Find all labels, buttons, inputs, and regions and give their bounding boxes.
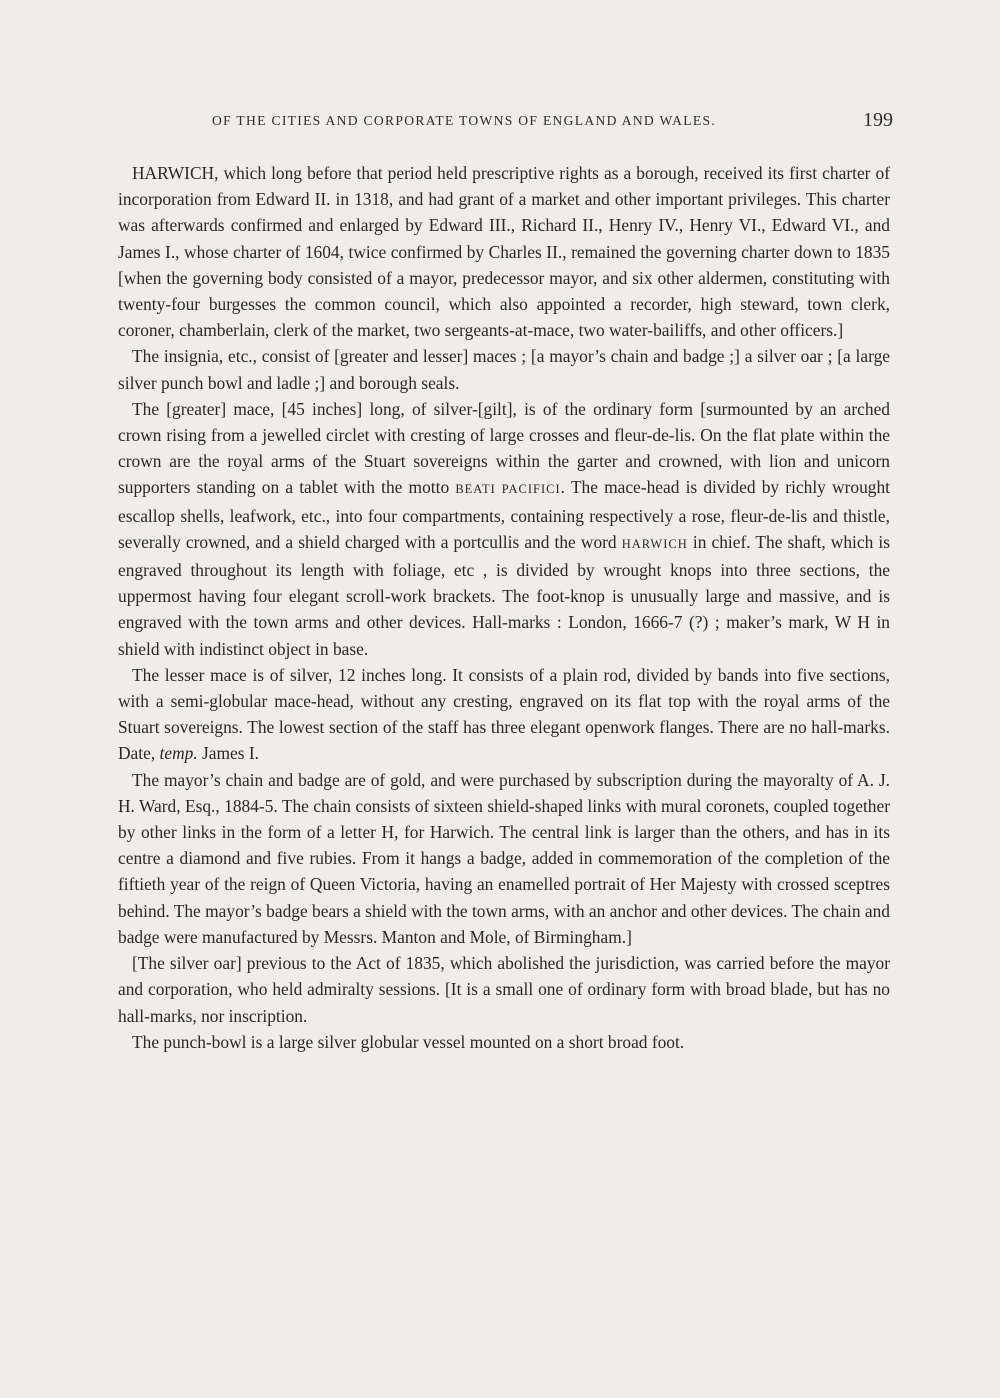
paragraph-insignia: The insignia, etc., consist of [greater and lesser] maces ; [a mayor’s chain and badge ;] a silver oar ; [a large silver punch bowl and ladle ;] and borough seals. bbox=[118, 346, 890, 393]
lesser-mace-text-b: James I. bbox=[197, 743, 260, 764]
greater-mace-text-a: The [greater] mace, [45 inches] long, of silver-[gilt], is of the ordinary form [surmounted by an arched crown rising from a jewelled circlet with cresting of large crosses and fleur-de-lis. On the flat plate within the crown are the royal arms of the Stuart sovereigns within the garter and crowned, with lion and unicorn supporters standing on a tablet with the motto bbox=[118, 398, 890, 498]
paragraph-silver-oar: [The silver oar] previous to the Act of 1835, which abolished the jurisdiction, was carried before the mayor and corporation, who held admiralty sessions. [It is a small one of ordinary form with broad blade, but has no hall-marks, nor inscription. bbox=[118, 953, 890, 1026]
paragraph-harwich-charter: HARWICH, which long before that period held prescriptive rights as a borough, received its first charter of incorporation from Edward II. in 1318, and had grant of a market and other important privileges. This charter was afterwards confirmed and enlarged by Edward III., Richard II., Henry IV., Henry VI., Edward VI., and James I., whose charter of 1604, twice confirmed by Charles II., remained the governing charter down to 1835 [when the governing body consisted of a mayor, predecessor mayor, and six other aldermen, constituting with twenty-four burgesses the common council, which also appointed a recorder, high steward, town clerk, coroner, chamberlain, clerk of the market, two sergeants-at-mace, two water-bailiffs, and other officers.] bbox=[118, 163, 890, 341]
paragraph-greater-mace bbox=[118, 396, 890, 662]
running-head bbox=[118, 109, 893, 135]
lesser-mace-text-a: The lesser mace is of silver, 12 inches long. It consists of a plain rod, divided by bands into five sections, with a semi-globular mace-head, without any cresting, engraved on its flat top with the royal arms of the Stuart sovereigns. The lowest section of the staff has three elegant openwork flanges. There are no hall-marks. Date, bbox=[118, 664, 890, 764]
paragraph-lesser-mace bbox=[118, 662, 890, 767]
italic-temp: temp. bbox=[159, 743, 198, 764]
body-text bbox=[118, 160, 890, 1055]
motto-beati-pacifici: BEATI PACIFICI bbox=[455, 482, 561, 497]
greater-mace-text-b: . The mace-head is divided by richly wrought escallop shells, leafwork, etc., into four compartments, containing respectively a rose, fleur-de-lis and thistle, severally crowned, and a shield charged with a portcullis and the word bbox=[118, 477, 890, 552]
page-number: 199 bbox=[863, 109, 893, 131]
running-title: OF THE CITIES AND CORPORATE TOWNS OF ENGLAND AND WALES. bbox=[212, 113, 717, 128]
paragraph-punch-bowl: The punch-bowl is a large silver globular vessel mounted on a short broad foot. bbox=[132, 1031, 685, 1052]
paragraph-mayors-chain: The mayor’s chain and badge are of gold, and were purchased by subscription during the mayoralty of A. J. H. Ward, Esq., 1884-5. The chain consists of sixteen shield-shaped links with mural coronets, coupled together by other links in the form of a letter H, for Harwich. The central link is larger than the others, and has in its centre a diamond and five rubies. From it hangs a badge, added in commemoration of the completion of the fiftieth year of the reign of Queen Victoria, having an enamelled portrait of Her Majesty with crossed sceptres behind. The mayor’s badge bears a shield with the town arms, with an anchor and other devices. The chain and badge were manufactured by Messrs. Manton and Mole, of Birmingham.] bbox=[118, 769, 890, 947]
word-harwich: HARWICH bbox=[621, 536, 688, 551]
greater-mace-text-c: in chief. The shaft, which is engraved throughout its length with foliage, etc , is divided by wrought knops into three sections, the uppermost having four elegant scroll-work brackets. The foot-knop is unusually large and massive, and is engraved with the town arms and other devices. Hall-marks : London, 1666-7 (?) ; maker’s mark, W H in shield with indistinct object in base. bbox=[118, 531, 890, 659]
